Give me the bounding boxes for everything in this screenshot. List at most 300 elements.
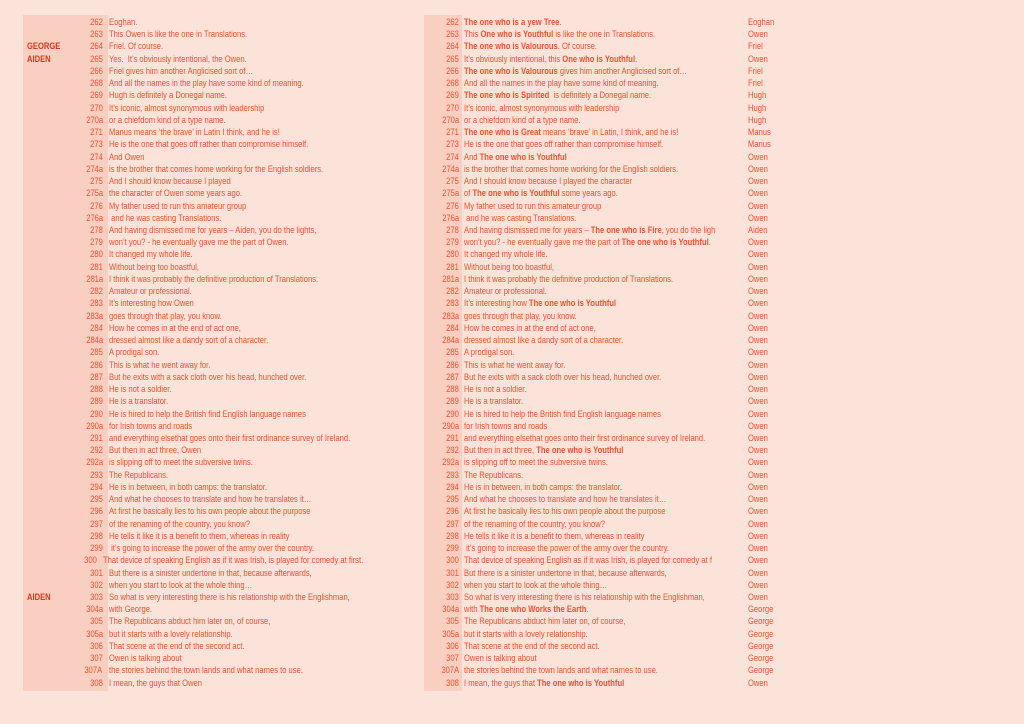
line-number: 292a <box>85 457 103 469</box>
speaker-annotation: Owen <box>748 273 768 285</box>
speaker-annotation: Owen <box>748 249 768 261</box>
transcript-row-left-270a <box>23 115 423 127</box>
utterance-text: And I should know because I played the character <box>464 176 633 188</box>
utterance-text: My father used to run this amateur group <box>108 200 246 212</box>
right-transcript-column <box>424 17 894 690</box>
speaker-label <box>23 543 63 555</box>
line-number: 305a <box>85 628 103 640</box>
speaker-label <box>23 665 63 677</box>
line-number: 262 <box>446 17 459 28</box>
speaker-label <box>23 298 63 310</box>
transcript-row-right-308 <box>424 678 894 690</box>
transcript-row-right-305a <box>424 629 894 641</box>
transcript-row-right-288 <box>424 384 894 396</box>
speaker-label <box>23 421 63 433</box>
transcript-row-right-268 <box>424 78 894 90</box>
speaker-annotation: Owen <box>748 396 768 408</box>
transcript-row-left-305a <box>23 629 423 641</box>
line-number: 281a <box>442 273 459 285</box>
transcript-row-right-266 <box>424 66 894 78</box>
speaker-label <box>23 641 63 653</box>
speaker-annotation: Owen <box>748 237 768 249</box>
utterance-text: goes through that play, you know. <box>464 310 577 322</box>
speaker-label <box>23 457 63 469</box>
utterance-text: the character of Owen some years ago. <box>108 188 242 200</box>
utterance-text: And Owen <box>108 151 145 163</box>
line-number: 288 <box>89 384 103 396</box>
speaker-label <box>23 249 63 261</box>
transcript-row-right-300 <box>424 555 894 567</box>
utterance-text: Without being too boastful, <box>108 261 199 273</box>
transcript-row-left-301 <box>23 568 423 580</box>
line-number: 299 <box>89 543 103 555</box>
utterance-text: He is in between, in both camps: the translator. <box>108 481 267 493</box>
speaker-annotation: Owen <box>748 384 768 396</box>
line-number: 270 <box>89 102 103 114</box>
transcript-row-left-273 <box>23 139 423 151</box>
utterance-text: is slipping off to meet the subversive twins. <box>108 457 253 469</box>
utterance-text: It’s obviously intentional, this One who is Youthful. <box>464 53 638 65</box>
transcript-row-right-270 <box>424 103 894 115</box>
line-number: 292a <box>442 457 459 469</box>
transcript-row-right-276 <box>424 201 894 213</box>
transcript-row-left-296 <box>23 506 423 518</box>
transcript-row-left-291 <box>23 433 423 445</box>
line-number: 294 <box>89 481 103 493</box>
speaker-annotation: Friel <box>748 41 763 53</box>
line-number: 305a <box>442 628 459 640</box>
utterance-text: goes through that play, you know. <box>108 310 222 322</box>
line-number: 300 <box>84 555 97 567</box>
transcript-row-left-297 <box>23 519 423 531</box>
utterance-text: Manus means ‘the brave’ in Latin I think, and he is! <box>108 127 280 139</box>
speaker-label <box>23 470 63 482</box>
line-number: 290a <box>85 420 103 432</box>
transcript-row-left-300 <box>23 555 423 567</box>
utterance-text: And all the names in the play have some kind of meaning. <box>464 78 659 90</box>
speaker-label <box>23 225 63 237</box>
line-number: 291 <box>89 432 103 444</box>
line-number: 264 <box>446 41 459 53</box>
utterance-text: or a chiefdom kind of a type name. <box>108 114 226 126</box>
speaker-annotation: Owen <box>748 494 768 506</box>
speaker-label <box>23 531 63 543</box>
utterance-text: He is not a soldier. <box>108 384 172 396</box>
utterance-text: It’s iconic, almost synonymous with leadership <box>108 102 264 114</box>
transcript-row-right-299 <box>424 543 894 555</box>
transcript-row-left-287 <box>23 372 423 384</box>
speaker-annotation: Owen <box>748 335 768 347</box>
utterance-text: It’s interesting how Owen <box>108 298 194 310</box>
utterance-text: And The one who is Youthful <box>464 151 567 163</box>
speaker-annotation: George <box>748 628 774 640</box>
transcript-row-left-289 <box>23 396 423 408</box>
transcript-row-right-262 <box>424 17 894 29</box>
transcript-row-right-275a <box>424 188 894 200</box>
line-number: 281 <box>89 261 103 273</box>
utterance-text: with George. <box>108 604 152 616</box>
transcript-row-right-291 <box>424 433 894 445</box>
utterance-text: and everything elsethat goes onto their first ordinance survey of Ireland. <box>108 432 350 444</box>
speaker-annotation: Aiden <box>748 224 768 236</box>
speaker-label <box>23 360 63 372</box>
transcript-row-right-281a <box>424 274 894 286</box>
utterance-text: It changed my whole life. <box>108 249 193 261</box>
line-number: 297 <box>89 518 103 530</box>
speaker-annotation: Owen <box>748 543 768 555</box>
utterance-text: And having dismissed me for years – The one who is Fire, you do the ligh <box>464 224 716 236</box>
utterance-text: A prodigal son. <box>108 347 159 359</box>
utterance-text: At first he basically lies to his own people about the purpose <box>464 506 666 518</box>
utterance-text: it’s going to increase the power of the army over the country. <box>108 543 314 555</box>
transcript-row-left-288 <box>23 384 423 396</box>
speaker-label: AIDEN <box>27 53 51 65</box>
speaker-annotation: Manus <box>748 139 771 151</box>
utterance-text: and everything elsethat goes onto their first ordinance survey of Ireland. <box>464 432 706 444</box>
utterance-text: The one who is Valourous gives him another Anglicised sort of… <box>464 65 688 77</box>
line-number: 294 <box>446 481 459 493</box>
speaker-annotation: Owen <box>748 445 768 457</box>
line-number: 284 <box>446 322 459 334</box>
utterance-text: and he was casting Translations. <box>464 212 577 224</box>
line-number: 284a <box>85 335 103 347</box>
utterance-text: And I should know because I played <box>108 176 231 188</box>
speaker-label <box>23 66 63 78</box>
line-number: 266 <box>446 65 459 77</box>
line-number: 296 <box>89 506 103 518</box>
speaker-annotation: Owen <box>748 188 768 200</box>
utterance-text: The Republicans abduct him later on, of course, <box>108 616 271 628</box>
speaker-label <box>23 103 63 115</box>
transcript-row-left-284 <box>23 323 423 335</box>
transcript-row-left-266 <box>23 66 423 78</box>
utterance-text: It’s interesting how The one who is Youthful <box>464 298 617 310</box>
transcript-row-left-281 <box>23 262 423 274</box>
utterance-text: This is what he went away for. <box>464 359 566 371</box>
speaker-annotation: Owen <box>748 29 768 41</box>
transcript-row-right-302 <box>424 580 894 592</box>
line-number: 301 <box>89 567 103 579</box>
transcript-row-left-274a <box>23 164 423 176</box>
line-number: 292 <box>446 445 459 457</box>
utterance-text: for Irish towns and roads <box>464 420 548 432</box>
transcript-row-left-290a <box>23 421 423 433</box>
transcript-row-right-274 <box>424 152 894 164</box>
transcript-row-right-284 <box>424 323 894 335</box>
utterance-text: But then in act three, Owen <box>108 445 201 457</box>
line-number: 278 <box>89 224 103 236</box>
transcript-row-right-297 <box>424 519 894 531</box>
speaker-label <box>23 494 63 506</box>
speaker-label <box>23 580 63 592</box>
transcript-row-right-269 <box>424 90 894 102</box>
line-number: 307A <box>84 665 103 677</box>
speaker-label <box>23 29 63 41</box>
line-number: 262 <box>89 17 103 28</box>
speaker-annotation: Owen <box>748 457 768 469</box>
transcript-row-left-282 <box>23 286 423 298</box>
line-number: 274a <box>442 163 459 175</box>
line-number: 274 <box>89 151 103 163</box>
utterance-text: That scene at the end of the second act. <box>108 640 245 652</box>
speaker-annotation: Owen <box>748 592 768 604</box>
line-number: 265 <box>446 53 459 65</box>
speaker-annotation: Owen <box>748 408 768 420</box>
transcript-row-left-306 <box>23 641 423 653</box>
utterance-text: He is hired to help the British find English language names <box>464 408 661 420</box>
speaker-label <box>23 616 63 628</box>
line-number: 305 <box>89 616 103 628</box>
transcript-row-right-307 <box>424 653 894 665</box>
speaker-annotation: Owen <box>748 176 768 188</box>
utterance-text: but it starts with a lovely relationship. <box>464 628 588 640</box>
line-number: 303 <box>446 592 459 604</box>
line-number: 290a <box>442 420 459 432</box>
utterance-text: The Republicans. <box>464 469 524 481</box>
speaker-label <box>23 409 63 421</box>
utterance-text: So what is very interesting there is his relationship with the Englishman, <box>464 592 705 604</box>
transcript-row-left-308 <box>23 678 423 690</box>
transcript-row-right-296 <box>424 506 894 518</box>
speaker-label <box>23 152 63 164</box>
transcript-row-right-276a <box>424 213 894 225</box>
speaker-label <box>23 201 63 213</box>
transcript-row-right-304a <box>424 604 894 616</box>
utterance-text: That device of speaking English as if it was Irish, is played for comedy at f <box>464 555 712 567</box>
transcript-row-left-276a <box>23 213 423 225</box>
transcript-row-right-283a <box>424 311 894 323</box>
speaker-label <box>23 262 63 274</box>
line-number: 276a <box>442 212 459 224</box>
line-number: 300 <box>446 555 459 567</box>
transcript-row-left-285 <box>23 347 423 359</box>
speaker-annotation: Owen <box>748 432 768 444</box>
transcript-row-left-307 <box>23 653 423 665</box>
transcript-row-right-278 <box>424 225 894 237</box>
speaker-annotation: Owen <box>748 567 768 579</box>
line-number: 270a <box>442 114 459 126</box>
speaker-label <box>23 188 63 200</box>
utterance-text: Friel gives him another Anglicised sort of… <box>108 65 253 77</box>
line-number: 286 <box>446 359 459 371</box>
line-number: 295 <box>446 494 459 506</box>
speaker-label <box>23 482 63 494</box>
utterance-text: But then in act three, The one who is Youthful <box>464 445 624 457</box>
utterance-text: I mean, the guys that Owen <box>108 677 202 689</box>
transcript-row-left-268 <box>23 78 423 90</box>
transcript-row-right-273 <box>424 139 894 151</box>
utterance-text: is the brother that comes home working for the English soldiers. <box>464 163 679 175</box>
utterance-text: when you start to look at the whole thing… <box>108 579 252 591</box>
transcript-row-right-286 <box>424 360 894 372</box>
transcript-row-right-270a <box>424 115 894 127</box>
speaker-label <box>23 274 63 286</box>
transcript-row-left-284a <box>23 335 423 347</box>
transcript-row-right-271 <box>424 127 894 139</box>
speaker-label <box>23 347 63 359</box>
line-number: 291 <box>446 432 459 444</box>
transcript-row-right-292 <box>424 445 894 457</box>
line-number: 275a <box>85 188 103 200</box>
utterance-text: Eoghan. <box>108 17 137 28</box>
utterance-text: That scene at the end of the second act. <box>464 640 600 652</box>
line-number: 263 <box>89 29 103 41</box>
speaker-label <box>23 335 63 347</box>
speaker-annotation: Owen <box>748 530 768 542</box>
line-number: 264 <box>90 41 104 53</box>
utterance-text: Owen is talking about <box>108 653 182 665</box>
utterance-text: The one who is Valourous. Of course. <box>464 41 598 53</box>
utterance-text: I mean, the guys that The one who is Youthful <box>464 677 625 689</box>
utterance-text: Yes. It’s obviously intentional, the Owen. <box>108 53 247 65</box>
utterance-text: dressed almost like a dandy sort of a character. <box>108 335 268 347</box>
line-number: 275 <box>89 176 103 188</box>
line-number: 269 <box>446 90 459 102</box>
speaker-label <box>23 384 63 396</box>
speaker-annotation: Owen <box>748 506 768 518</box>
utterance-text: But there is a sinister undertone in that, because afterwards, <box>108 567 312 579</box>
line-number: 306 <box>446 640 459 652</box>
line-number: 276 <box>89 200 103 212</box>
line-number: 282 <box>89 286 103 298</box>
utterance-text: But he exits with a sack cloth over his head, hunched over. <box>464 371 662 383</box>
utterance-text: This is what he went away for. <box>108 359 211 371</box>
line-number: 271 <box>89 127 103 139</box>
line-number: 302 <box>446 579 459 591</box>
speaker-annotation: Owen <box>748 322 768 334</box>
utterance-text: The one who is Great means ‘brave’ in Latin, I think, and he is! <box>464 127 679 139</box>
utterance-text: But there is a sinister undertone in that, because afterwards, <box>464 567 667 579</box>
line-number: 289 <box>446 396 459 408</box>
transcript-row-left-275a <box>23 188 423 200</box>
line-number: 303 <box>89 592 103 604</box>
utterance-text: This One who is Youthful is like the one in Translations. <box>464 29 656 41</box>
utterance-text: and he was casting Translations. <box>108 212 222 224</box>
line-number: 275a <box>442 188 459 200</box>
transcript-row-left-292a <box>23 457 423 469</box>
line-number: 273 <box>446 139 459 151</box>
speaker-label <box>23 396 63 408</box>
utterance-text: it’s going to increase the power of the army over the country. <box>464 543 670 555</box>
speaker-annotation: Friel <box>748 65 763 77</box>
line-number: 302 <box>89 579 103 591</box>
utterance-text: Amateur or professional. <box>108 286 192 298</box>
speaker-annotation: Owen <box>748 347 768 359</box>
utterance-text: the stories behind the town lands and what names to use. <box>464 665 658 677</box>
speaker-label: AIDEN <box>27 592 51 604</box>
line-number: 276 <box>446 200 459 212</box>
utterance-text: He is the one that goes off rather than compromise himself. <box>464 139 664 151</box>
utterance-text: He tells it like it is a benefit to them, whereas in reality <box>108 530 290 542</box>
speaker-label <box>23 286 63 298</box>
speaker-annotation: Owen <box>748 518 768 530</box>
line-number: 283 <box>89 298 103 310</box>
transcript-row-right-306 <box>424 641 894 653</box>
transcript-row-left-262 <box>23 17 423 29</box>
transcript-row-right-301 <box>424 568 894 580</box>
line-number: 289 <box>89 396 103 408</box>
utterance-text: when you start to look at the whole thing… <box>464 579 608 591</box>
line-number: 296 <box>446 506 459 518</box>
line-number: 290 <box>89 408 103 420</box>
line-number: 307 <box>446 653 459 665</box>
speaker-label <box>23 519 63 531</box>
speaker-label <box>23 372 63 384</box>
line-number: 298 <box>446 530 459 542</box>
utterance-text: Hugh is definitely a Donegal name. <box>108 90 227 102</box>
line-number: 275 <box>446 176 459 188</box>
line-number: 280 <box>89 249 103 261</box>
speaker-label <box>23 139 63 151</box>
line-number: 263 <box>446 29 459 41</box>
speaker-label <box>23 629 63 641</box>
transcript-row-left-269 <box>23 90 423 102</box>
speaker-label <box>23 678 63 690</box>
line-number: 290 <box>446 408 459 420</box>
speaker-annotation: Owen <box>748 151 768 163</box>
transcript-row-left-270 <box>23 103 423 115</box>
speaker-annotation: Hugh <box>748 90 767 102</box>
transcript-row-left-299 <box>23 543 423 555</box>
line-number: 276a <box>85 212 103 224</box>
utterance-text: How he comes in at the end of act one, <box>464 322 596 334</box>
transcript-row-right-289 <box>424 396 894 408</box>
speaker-annotation: George <box>748 616 774 628</box>
line-number: 269 <box>89 90 103 102</box>
line-number: 271 <box>446 127 459 139</box>
line-number: 280 <box>446 249 459 261</box>
transcript-row-right-279 <box>424 237 894 249</box>
line-number: 279 <box>89 237 103 249</box>
transcript-row-left-304a <box>23 604 423 616</box>
utterance-text: or a chiefdom kind of a type name. <box>464 114 581 126</box>
line-number: 281a <box>85 273 103 285</box>
line-number: 288 <box>446 384 459 396</box>
utterance-text: And what he chooses to translate and how he translates it… <box>464 494 667 506</box>
utterance-text: I think it was probably the definitive production of Translations. <box>464 273 674 285</box>
transcript-row-left-290 <box>23 409 423 421</box>
utterance-text: And all the names in the play have some kind of meaning. <box>108 78 304 90</box>
transcript-row-left-274 <box>23 152 423 164</box>
transcript-row-left-279 <box>23 237 423 249</box>
line-number: 293 <box>446 469 459 481</box>
line-number: 308 <box>446 677 459 689</box>
speaker-annotation: Owen <box>748 371 768 383</box>
speaker-label <box>23 90 63 102</box>
transcript-row-right-274a <box>424 164 894 176</box>
transcript-row-left-298 <box>23 531 423 543</box>
utterance-text: At first he basically lies to his own people about the purpose <box>108 506 311 518</box>
line-number: 292 <box>89 445 103 457</box>
transcript-row-left-271 <box>23 127 423 139</box>
utterance-text: My father used to run this amateur group <box>464 200 602 212</box>
utterance-text: He is a translator. <box>464 396 524 408</box>
speaker-annotation: Owen <box>748 310 768 322</box>
transcript-row-right-283 <box>424 298 894 310</box>
transcript-row-left-264 <box>23 41 423 53</box>
speaker-annotation: Owen <box>748 579 768 591</box>
speaker-label: GEORGE <box>27 41 61 53</box>
transcript-row-right-303 <box>424 592 894 604</box>
transcript-row-right-290 <box>424 409 894 421</box>
left-transcript-column <box>23 17 423 690</box>
utterance-text: for Irish towns and roads <box>108 420 192 432</box>
utterance-text: He is not a soldier. <box>464 384 527 396</box>
transcript-row-left-263 <box>23 29 423 41</box>
speaker-annotation: Owen <box>748 212 768 224</box>
utterance-text: is slipping off to meet the subversive twins. <box>464 457 608 469</box>
line-number: 278 <box>446 224 459 236</box>
